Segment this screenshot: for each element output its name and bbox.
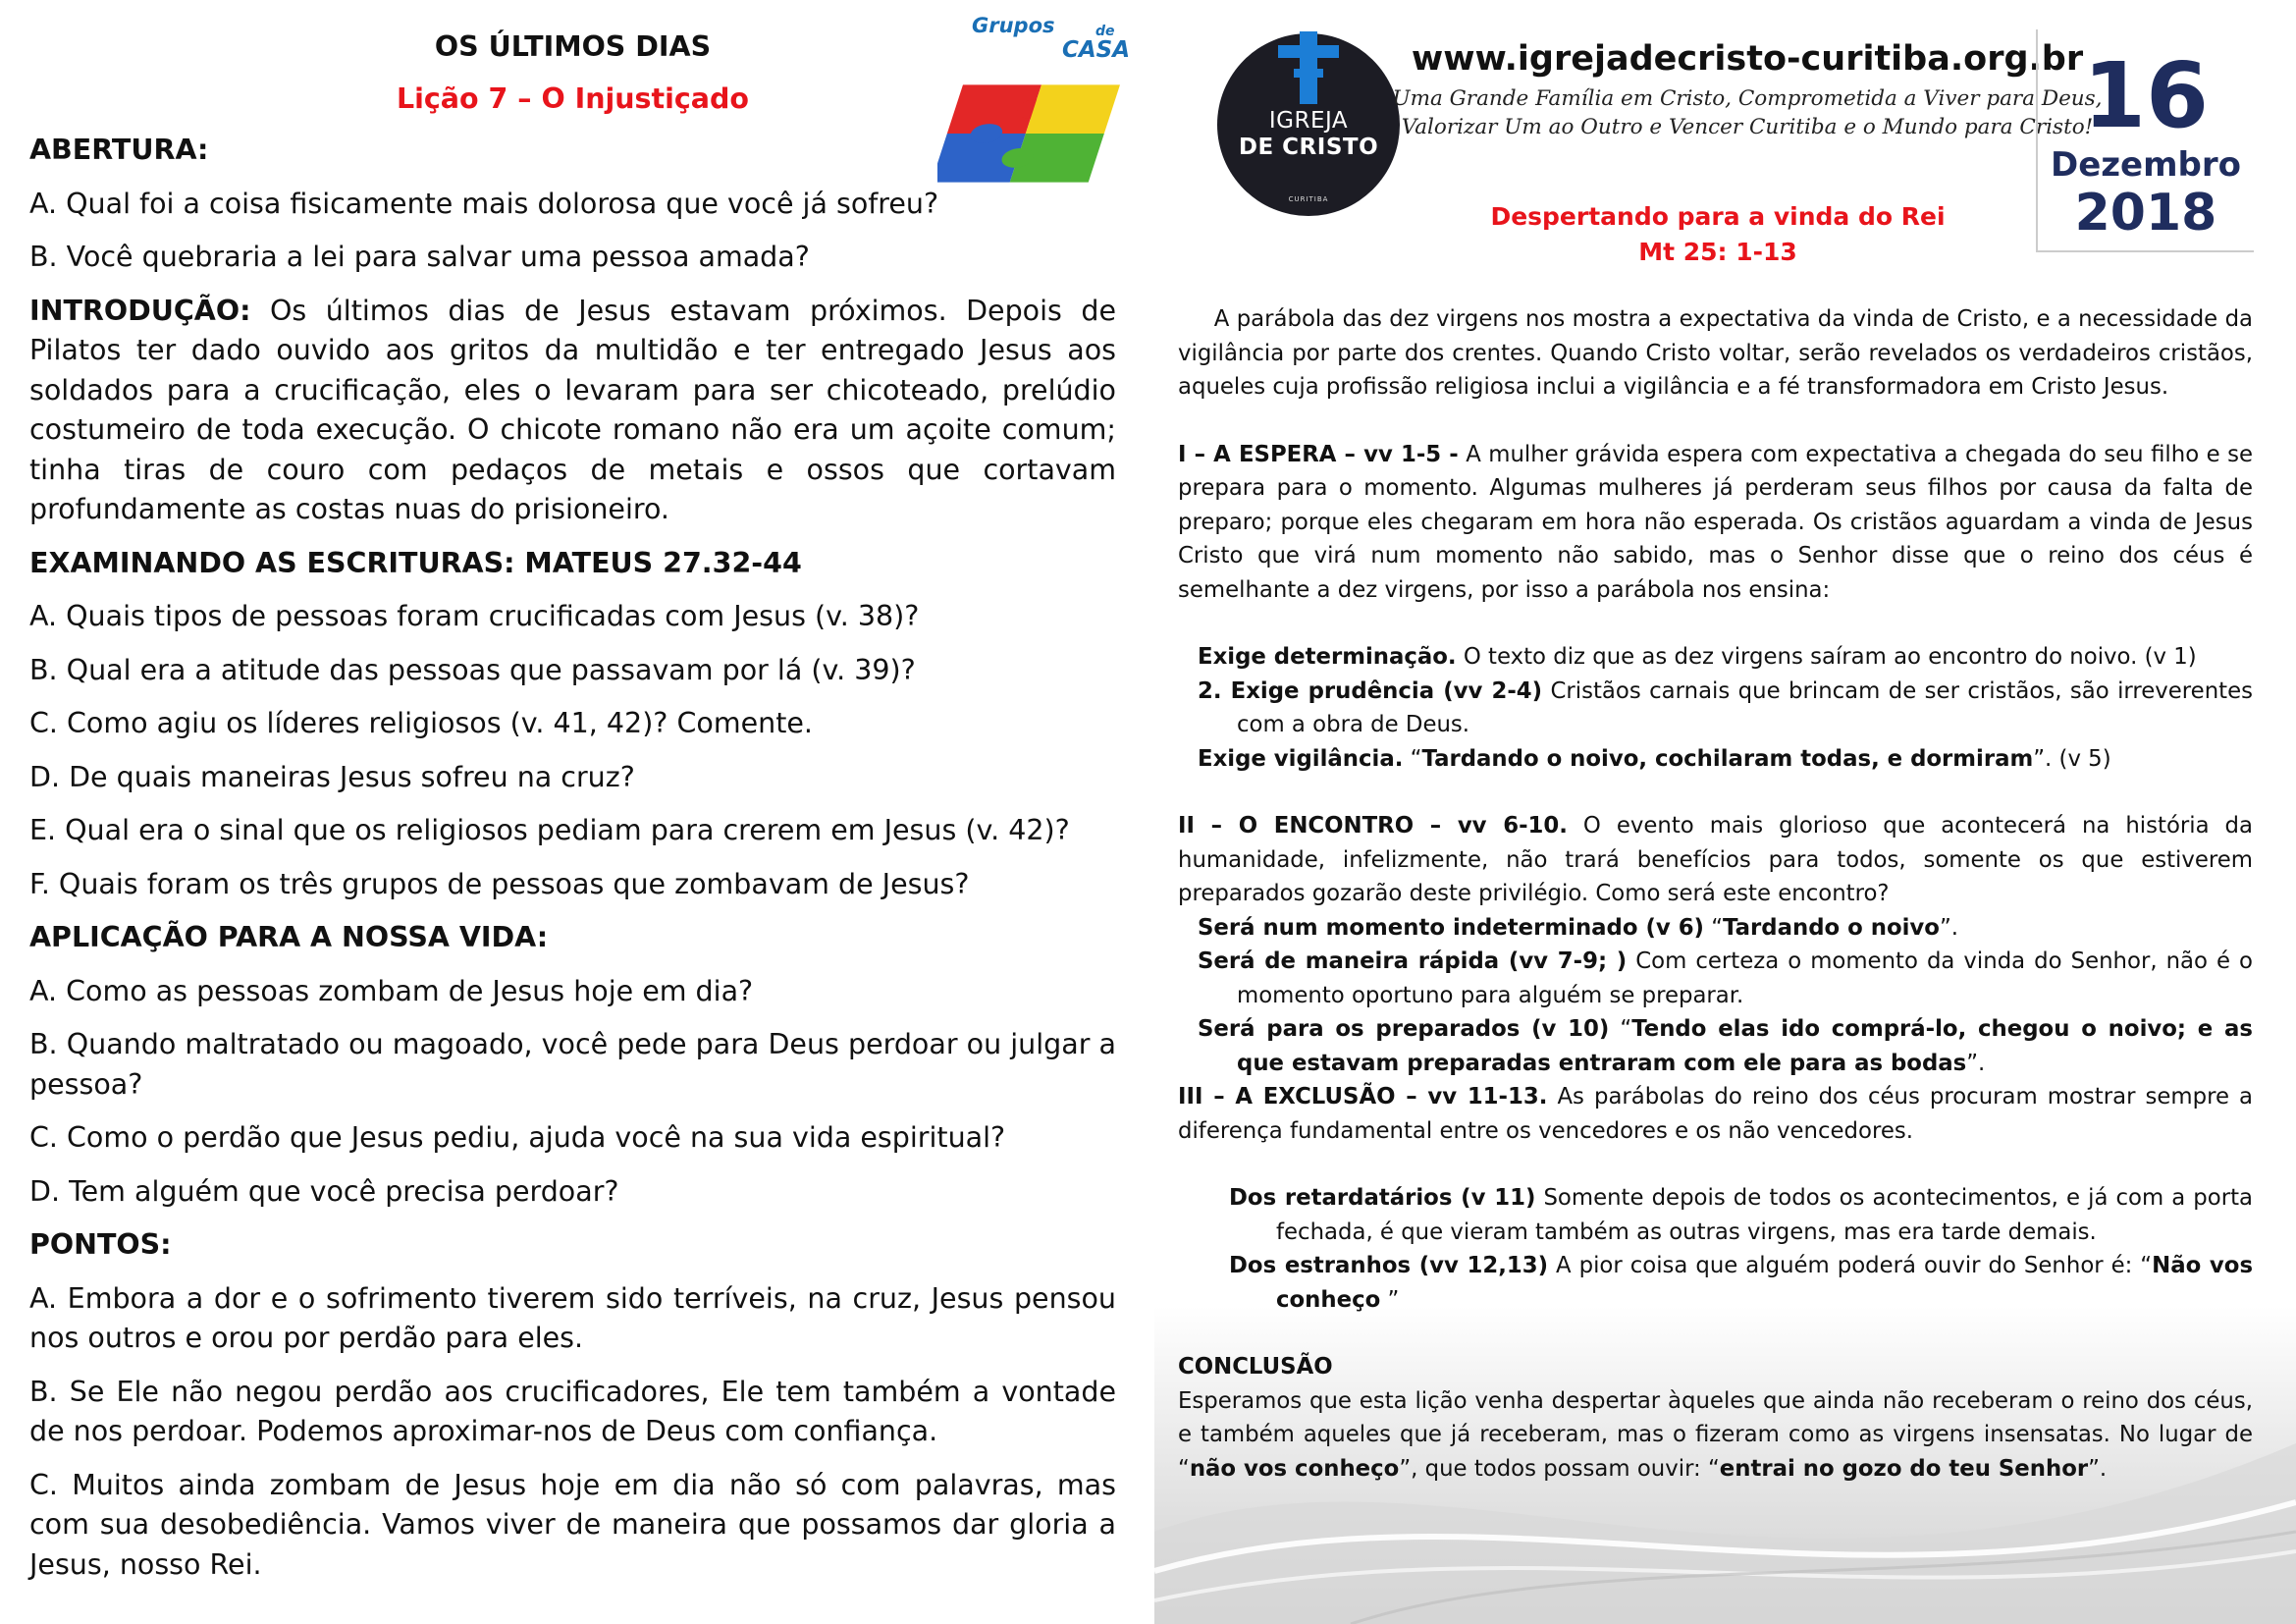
- section-1-point-2-text: Cristãos carnais que brincam de ser cristãos, são irreverentes com a obra de Deus.: [1237, 677, 2253, 737]
- section-1-text: A mulher grávida espera com expectativa a chegada do seu filho e se prepara para o momento. Algumas mulheres já perderam seus filhos por causa da falta de preparo; porque eles chegaram em hora não esperada. Os cristãos aguardam a vinda de Jesus Cristo que virá num momento não sabido, mas o Senhor disse que o reino dos céus é semelhante a dez virgens, por isso a parábola nos ensina:: [1178, 441, 2253, 603]
- pontos-heading: PONTOS:: [29, 1228, 172, 1261]
- section-2-point-2: [1178, 945, 2253, 1012]
- section-3-point-2-quote: Não vos conheço: [1276, 1253, 2254, 1313]
- section-3-point-2-label: Dos estranhos (vv 12,13): [1229, 1253, 1549, 1278]
- section-1-point-3-quote: Tardando o noivo, cochilaram todas, e dormiram: [1421, 745, 2034, 772]
- conclusao-text-1: Esperamos que esta lição venha despertar àqueles que ainda não receberam o reino dos céus, e também aqueles que já receberam, mas o fizeram como as virgens insensatas. No lugar de “: [1178, 1387, 2253, 1482]
- section-3-point-1-label: Dos retardatários (v 11): [1229, 1185, 1536, 1211]
- section-3-point-1: [1178, 1181, 2253, 1249]
- sermon-title: Despertando para a vinda do Rei: [1490, 202, 1946, 231]
- abertura-question-a: A. Qual foi a coisa fisicamente mais dolorosa que você já sofreu?: [29, 187, 939, 220]
- section-2-point-1: [1178, 911, 2253, 946]
- section-1-point-1-text: O texto diz que as dez virgens saíram ao encontro do noivo. (v 1): [1456, 644, 2197, 670]
- church-logo-line2: DE CRISTO: [1238, 135, 1379, 160]
- church-logo-line1: IGREJA: [1268, 108, 1349, 134]
- date-day: 16: [2082, 43, 2210, 148]
- site-motto: [1369, 84, 2125, 141]
- aplicacao-heading: APLICAÇÃO PARA A NOSSA VIDA:: [29, 921, 549, 953]
- section-2-label: II – O ENCONTRO – vv 6-10.: [1178, 813, 1568, 839]
- examinando-question-d: D. De quais maneiras Jesus sofreu na cruz?: [29, 760, 635, 793]
- introducao-label: INTRODUÇÃO:: [29, 294, 251, 327]
- section-1-label: I – A ESPERA – vv 1-5 -: [1178, 441, 1459, 467]
- section-3-label: III – A EXCLUSÃO – vv 11-13.: [1178, 1084, 1548, 1110]
- aplicacao-question-c: C. Como o perdão que Jesus pediu, ajuda você na sua vida espiritual?: [29, 1121, 1006, 1154]
- grupos-logo-de: de: [1095, 24, 1115, 39]
- section-3-point-2: [1178, 1249, 2253, 1317]
- pontos-item-c: C. Muitos ainda zombam de Jesus hoje em dia não só com palavras, mas com sua desobediência. Vamos viver de maneira que possamos dar gloria a Jesus, nosso Rei.: [29, 1468, 1116, 1581]
- examinando-question-a: A. Quais tipos de pessoas foram crucificadas com Jesus (v. 38)?: [29, 600, 920, 632]
- section-3-point-2-text: A pior coisa que alguém poderá ouvir do Senhor é: “: [1548, 1253, 2153, 1278]
- section-2-point-3-close: ”.: [1966, 1050, 1986, 1076]
- sermon-reference: Mt 25: 1-13: [1638, 238, 1797, 266]
- section-3-text: As parábolas do reino dos céus procuram mostrar sempre a diferença fundamental entre os vencedores e os não vencedores.: [1178, 1084, 2254, 1144]
- section-1-paragraph: [1178, 438, 2253, 608]
- section-2-point-2-label: Será de maneira rápida (vv 7-9; ): [1198, 948, 1628, 974]
- section-2-point-1-label: Será num momento indeterminado (v 6): [1198, 914, 1704, 941]
- section-1-point-3-close: ”. (v 5): [2033, 745, 2111, 772]
- section-1-point-3-open: “: [1403, 745, 1422, 772]
- site-url: www.igrejadecristo-curitiba.org.br: [1411, 39, 2084, 79]
- date-month: Dezembro: [2050, 145, 2242, 185]
- church-logo-city: CURITIBA: [1288, 195, 1329, 203]
- conclusao-quote-2: entrai no gozo do teu Senhor: [1719, 1455, 2089, 1482]
- conclusao-heading: CONCLUSÃO: [1178, 1354, 1333, 1380]
- date-year: 2018: [2074, 184, 2217, 243]
- examinando-heading: EXAMINANDO AS ESCRITURAS: MATEUS 27.32-44: [29, 546, 802, 579]
- introducao-paragraph: [29, 292, 1116, 530]
- section-3-point-2-close: ”: [1380, 1286, 1400, 1313]
- pontos-item-b: B. Se Ele não negou perdão aos crucificadores, Ele tem também a vontade de nos perdoar. Podemos aproximar-nos de Deus com confiança.: [29, 1375, 1116, 1447]
- lesson-series-title: OS ÚLTIMOS DIAS: [434, 30, 712, 63]
- conclusao-text-2: ”, que todos possam ouvir: “: [1399, 1455, 1720, 1482]
- section-1-point-1-label: Exige determinação.: [1198, 644, 1457, 670]
- conclusao-text-3: ”.: [2088, 1455, 2108, 1482]
- aplicacao-question-a: A. Como as pessoas zombam de Jesus hoje em dia?: [29, 974, 754, 1007]
- lesson-title: Lição 7 – O Injustiçado: [396, 81, 750, 115]
- section-3-point-1-text: Somente depois de todos os acontecimentos, e já com a porta fechada, é que vieram também as outras virgens, mas era tarde demais.: [1276, 1185, 2253, 1245]
- lesson-column: [29, 27, 1116, 1598]
- section-1-point-1: [1178, 640, 2253, 675]
- section-1-point-3: [1178, 742, 2253, 777]
- conclusao-quote-1: não vos conheço: [1189, 1455, 1400, 1482]
- section-1-point-3-label: Exige vigilância.: [1198, 745, 1404, 772]
- section-1-point-2: [1178, 675, 2253, 742]
- section-2-point-1-close: ”.: [1939, 914, 1959, 941]
- aplicacao-question-b: B. Quando maltratado ou magoado, você pede para Deus perdoar ou julgar a pessoa?: [29, 1028, 1116, 1101]
- site-motto-line2: Valorizar Um ao Outro e Vencer Curitiba e o Mundo para Cristo!: [1401, 115, 2094, 139]
- examinando-question-e: E. Qual era o sinal que os religiosos pediam para crerem em Jesus (v. 42)?: [29, 814, 1070, 846]
- sermon-intro: A parábola das dez virgens nos mostra a expectativa da vinda de Cristo, e a necessidade da vigilância por parte dos crentes. Quando Cristo voltar, serão revelados os verdadeiros cristãos, aqueles cuja profissão religiosa inclui a vigilância e a fé transformadora em Cristo Jesus.: [1178, 306, 2261, 400]
- sermon-column: [1178, 302, 2261, 1486]
- section-2-paragraph: [1178, 809, 2253, 911]
- examinando-question-c: C. Como agiu os líderes religiosos (v. 41, 42)? Comente.: [29, 707, 813, 739]
- section-2-point-2-text: Com certeza o momento da vinda do Senhor, não é o momento oportuno para alguém se preparar.: [1237, 948, 2254, 1008]
- section-2-text: O evento mais glorioso que acontecerá na história da humanidade, infelizmente, não trará benefícios para todos, somente os que estiverem preparados gozarão deste privilégio. Como será este encontro?: [1178, 813, 2254, 906]
- section-1-point-2-label: 2. Exige prudência (vv 2-4): [1198, 677, 1543, 704]
- pontos-item-a: A. Embora a dor e o sofrimento tiverem sido terríveis, na cruz, Jesus pensou nos outros e orou por perdão para eles.: [29, 1281, 1116, 1354]
- section-2-point-3: [1178, 1012, 2253, 1080]
- section-2-point-3-quote: Tendo elas ido comprá-lo, chegou o noivo; e as que estavam preparadas entraram com ele para as bodas: [1237, 1016, 2253, 1076]
- site-motto-line1: Uma Grande Família em Cristo, Comprometida a Viver para Deus,: [1392, 86, 2103, 111]
- section-2-point-3-open: “: [1609, 1016, 1632, 1042]
- section-2-point-3-label: Será para os preparados (v 10): [1198, 1016, 1610, 1042]
- sermon-title-block: [1423, 199, 2012, 270]
- section-2-point-1-open: “: [1703, 914, 1724, 941]
- section-2-point-1-quote: Tardando o noivo: [1723, 914, 1940, 941]
- conclusao-paragraph: [1178, 1384, 2253, 1487]
- abertura-question-b: B. Você quebraria a lei para salvar uma pessoa amada?: [29, 241, 810, 273]
- examinando-question-f: F. Quais foram os três grupos de pessoas que zombavam de Jesus?: [29, 867, 970, 900]
- introducao-text: Os últimos dias de Jesus estavam próximos. Depois de Pilatos ter dado ouvido aos gritos da multidão e ter entregado Jesus aos soldados para a crucificação, eles o levaram para ser chicoteado, prelúdio costumeiro de toda execução. O chicote romano não era um açoite comum; tinha tiras de couro com pedaços de metais e ossos que cortavam profundamente as costas nuas do prisioneiro.: [29, 294, 1116, 525]
- grupos-logo-casa: CASA: [1062, 37, 1131, 63]
- section-3-paragraph: [1178, 1080, 2253, 1148]
- date-box: [2036, 29, 2254, 252]
- grupos-logo-word: Grupos: [972, 14, 1055, 37]
- aplicacao-question-d: D. Tem alguém que você precisa perdoar?: [29, 1174, 619, 1208]
- examinando-question-b: B. Qual era a atitude das pessoas que passavam por lá (v. 39)?: [29, 653, 916, 686]
- abertura-heading: ABERTURA:: [29, 134, 209, 166]
